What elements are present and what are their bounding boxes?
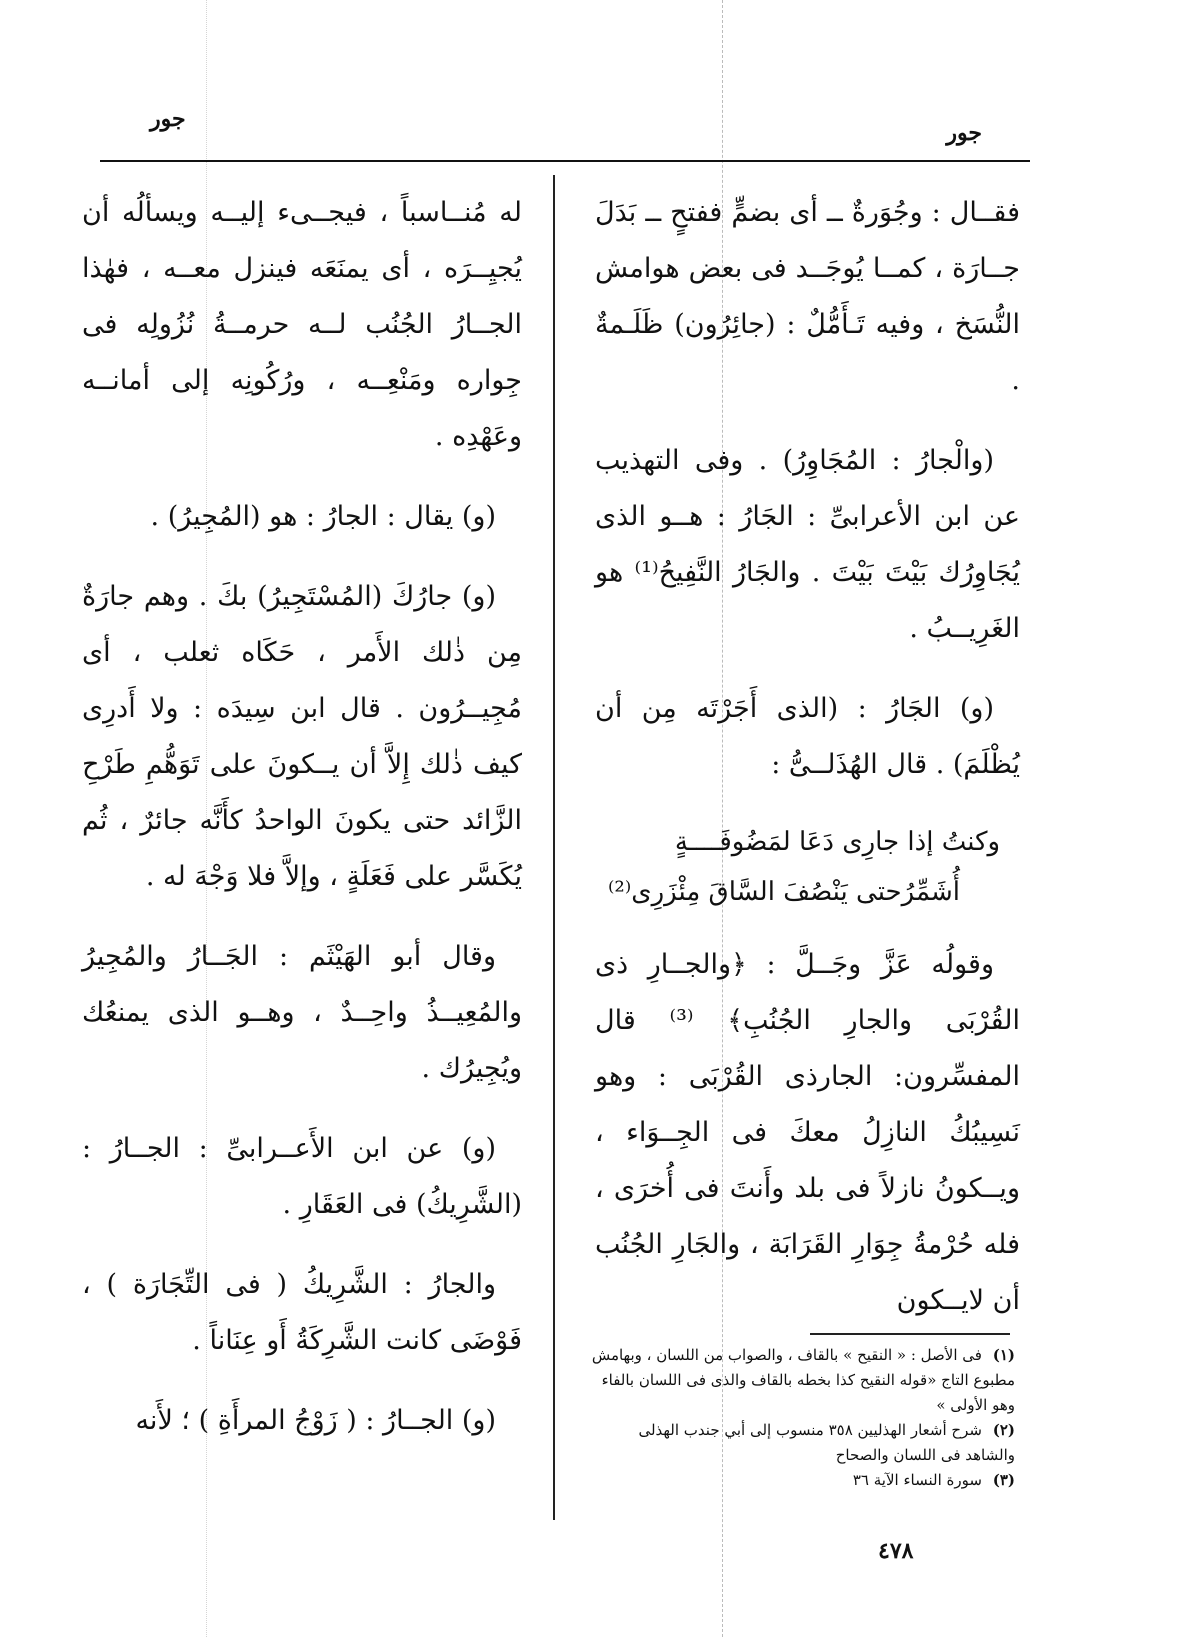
- running-head-right: جور: [946, 120, 982, 146]
- running-head-left: جور: [150, 106, 186, 132]
- entry-paragraph: (و) عن ابن الأَعــرابىِّ : الجــارُ : (الشَّرِيكُ) فى العَقَارِ .: [82, 1133, 522, 1220]
- footnote-text: شرح أشعار الهذليين ٣٥٨ منسوب إلى أبي جندب الهذلى والشاهد فى اللسان والصحاح: [638, 1421, 1015, 1464]
- entry-paragraph: (و) يقال : الجارُ : هو (المُجِيرُ) .: [150, 501, 496, 532]
- footnote-text: فى الأصل : « النقيح » بالقاف ، والصواب من اللسان ، وبهامش مطبوع التاج «قوله النقيح كذا بخطه بالقاف والذى فى اللسان بالفاء وهو الأولى »: [591, 1346, 1015, 1414]
- entry-paragraph: له مُنــاسباً ، فيجــىء إليــه ويسألُه أن يُجيِــرَه ، أى يمنَعَه فينزل معــه ، فهٰذا الجــارُ الجُنُب لــه حرمــةُ نُزُولِه فى جِواره ومَنْعِــه ، ورُكُونِه إلى أمانــه وعَهْدِه .: [82, 197, 522, 452]
- footnote-number: (٢): [992, 1421, 1015, 1439]
- verse-line-1: وكنتُ إذا جارِى دَعَا لمَضُوفَــــةٍ: [674, 827, 1000, 857]
- footnote-text: سورة النساء الآية ٣٦: [852, 1471, 982, 1489]
- footnote: [585, 1343, 1015, 1418]
- entry-paragraph: (و) الجــارُ : ( زَوْجُ المرأَةِ ) ؛ لأَنه: [135, 1405, 496, 1436]
- footnote-number: (١): [992, 1346, 1015, 1364]
- page-number: ٤٧٨: [878, 1538, 914, 1564]
- entry-paragraph: وقال أبو الهَيْثَم : الجَــارُ والمُجِيرُ والمُعِيــذُ واحِــدٌ ، وهــو الذى يمنعُك ويُجِيرُك .: [82, 941, 522, 1084]
- entry-paragraph: (والْجارُ : المُجَاوِرُ) . وفى التهذيب عن ابن الأعرابىِّ : الجَارُ : هــو الذى يُجَاوِرُك بَيْتَ بَيْتَ . والجَارُ النَّفِيحُ⁽¹⁾ هو الغَرِيــبُ .: [595, 445, 1020, 644]
- entry-paragraph: فقــال : وجُوَرةٌ ــ أى بضمٍّ ففتحٍ ــ بَدَلَ جــارَة ، كمــا يُوجَــد فى بعض هوامش النُّسَخ ، وفيه تَـأَمُّلٌ : (جائِرُون) ظَلَـمةٌ .: [595, 197, 1020, 396]
- column-divider: [553, 175, 555, 1520]
- header-rule: [100, 160, 1030, 162]
- footnote: [585, 1418, 1015, 1468]
- footnotes: [585, 1343, 1015, 1493]
- verse-line-2: أُشَمِّرُحتى يَنْصُفَ السَّاقَ مِئْزَرِى⁽²⁾: [608, 877, 960, 907]
- right-column: [595, 185, 1020, 1353]
- poetry-verse: [595, 817, 1020, 917]
- footnote-number: (٣): [992, 1471, 1015, 1489]
- left-column: [82, 185, 522, 1473]
- footnote: [585, 1468, 1015, 1493]
- entry-paragraph: (و) الجَارُ : (الذى أَجَرْتَه مِن أن يُظْلَمَ) . قال الهُذَلــىُّ :: [595, 693, 1020, 780]
- entry-paragraph: (و) جارُكَ (المُسْتَجِيرُ) بكَ . وهم جارَةٌ مِن ذٰلك الأَمر ، حَكَاه ثعلب ، أى مُجِيــرُون . قال ابن سِيدَه : ولا أَدرِى كيف ذٰلك إِلاَّ أن يــكونَ على تَوَهُّمِ طَرْحِ الزَّائد حتى يكونَ الواحدُ كأَنَّه جائرٌ ، ثُم يُكَسَّر على فَعَلَةٍ ، وإلاَّ فلا وَجْهَ له .: [82, 581, 522, 892]
- footnote-rule: [810, 1333, 1010, 1335]
- entry-paragraph: وقولُه عَزَّ وجَــلَّ : ﴿والجــارِ ذى القُرْبَى والجارِ الجُنُبِ﴾ ⁽³⁾ قال المفسِّرون: الجارذى القُرْبَى : وهو نَسِيبُكُ النازِلُ معكَ فى الجِــوَاء ، ويــكونُ نازلاً فى بلد وأَنتَ فى أُخرَى ، فله حُرْمةُ جِوَارِ القَرَابَة ، والجَارِ الجُنُب أن لايــكون: [595, 949, 1021, 1316]
- entry-paragraph: والجارُ : الشَّرِيكُ ( فى التِّجَارَة ) ، فَوْضَى كانت الشَّرِكَةُ أَو عِنَاناً .: [82, 1269, 522, 1356]
